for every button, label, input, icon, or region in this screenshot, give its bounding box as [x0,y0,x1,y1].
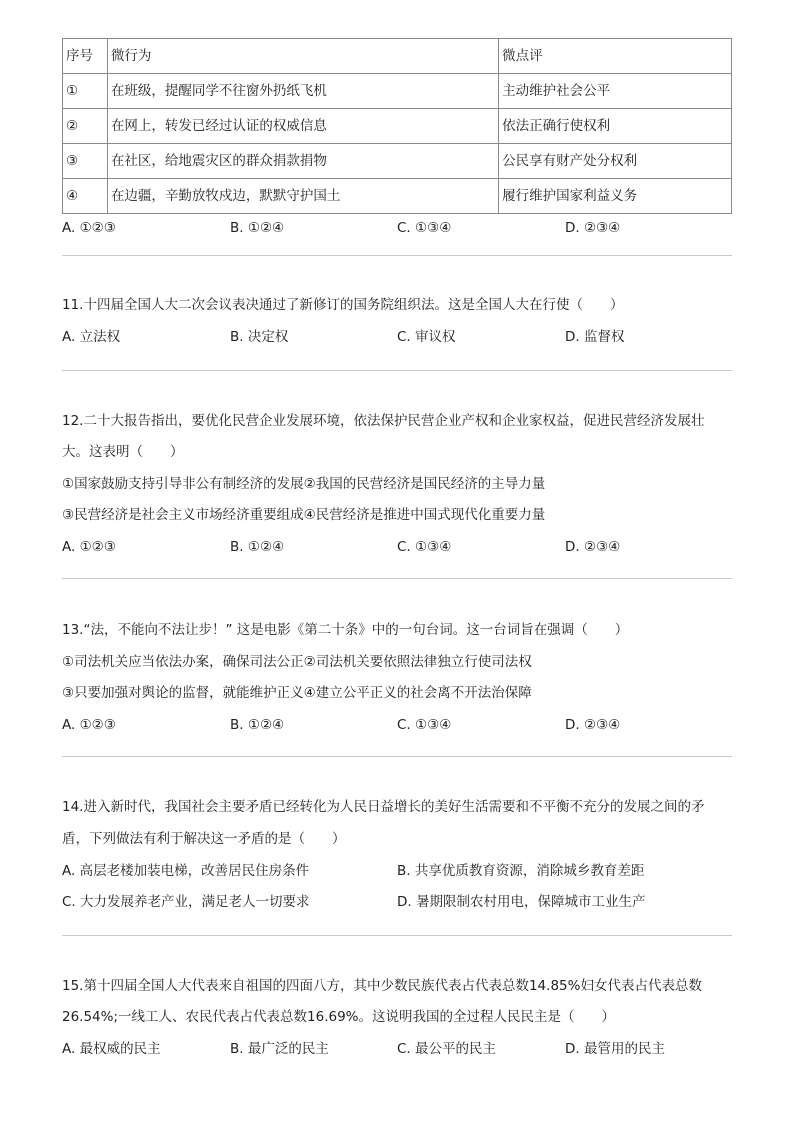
q13-option-d[interactable]: D. ②③④ [565,717,621,733]
q15-option-a[interactable]: A. 最权威的民主 [62,1041,161,1057]
q11-option-d[interactable]: D. 监督权 [565,329,625,345]
q12-option-a[interactable]: A. ①②③ [62,539,116,555]
table-header-cell: 序号 [63,39,108,74]
question-divider [62,935,732,936]
q13-stem: 13.“法，不能向不法让步！” 这是电影《第二十条》中的一句台词。这一台词旨在强调（ ） [62,622,629,638]
q13-options [62,714,732,736]
question-divider [62,370,732,371]
q13-option-b[interactable]: B. ①②④ [230,717,285,733]
q14-option-d[interactable]: D. 暑期限制农村用电，保障城市工业生产 [397,894,646,910]
q13-option-c[interactable]: C. ①③④ [397,717,452,733]
table-cell: 依法正确行使权利 [499,109,732,144]
q12-options [62,536,732,558]
behavior-table [62,38,732,214]
q12-stem-line1: 12.二十大报告指出，要优化民营企业发展环境，依法保护民营企业产权和企业家权益，促进民营经济发展壮 [62,413,705,429]
table-row [63,109,732,144]
table-cell: 在社区，给地震灾区的群众捐款捐物 [107,144,498,179]
q10-option-d[interactable]: D. ②③④ [565,220,621,236]
q14-options-row2 [62,891,732,913]
table-header-cell: 微行为 [107,39,498,74]
table-cell: ③ [63,144,108,179]
q15-stem-line1: 15.第十四届全国人大代表来自祖国的四面八方，其中少数民族代表占代表总数14.85%妇女代表占代表总数 [62,978,702,994]
table-cell: 在网上，转发已经过认证的权威信息 [107,109,498,144]
q10-options [62,217,732,239]
question-divider [62,756,732,757]
q11-option-c[interactable]: C. 审议权 [397,329,456,345]
table-cell: ② [63,109,108,144]
q11-option-a[interactable]: A. 立法权 [62,329,121,345]
q12-statement-line2: ③民营经济是社会主义市场经济重要组成④民营经济是推进中国式现代化重要力量 [62,507,546,523]
q10-option-b[interactable]: B. ①②④ [230,220,285,236]
q14-options-row1 [62,860,732,882]
q12-statement-line1: ①国家鼓励支持引导非公有制经济的发展②我国的民营经济是国民经济的主导力量 [62,476,546,492]
q13-option-a[interactable]: A. ①②③ [62,717,116,733]
q13-statement-line2: ③只要加强对舆论的监督，就能维护正义④建立公平正义的社会离不开法治保障 [62,685,532,701]
question-divider [62,578,732,579]
table-row [63,144,732,179]
q10-option-a[interactable]: A. ①②③ [62,220,116,236]
q14-option-a[interactable]: A. 高层老楼加装电梯，改善居民住房条件 [62,863,310,879]
q15-stem-line2: 26.54%;一线工人、农民代表占代表总数16.69%。这说明我国的全过程人民民主是（ ） [62,1009,615,1025]
table-header-row [63,39,732,74]
table-row [63,74,732,109]
q14-option-c[interactable]: C. 大力发展养老产业，满足老人一切要求 [62,894,310,910]
table-header-cell: 微点评 [499,39,732,74]
q12-option-b[interactable]: B. ①②④ [230,539,285,555]
table-cell: 履行维护国家利益义务 [499,179,732,214]
q11-options [62,326,732,348]
table-cell: ① [63,74,108,109]
q13-statement-line1: ①司法机关应当依法办案，确保司法公正②司法机关要依照法律独立行使司法权 [62,654,532,670]
q12-stem-line2: 大。这表明（ ） [62,444,184,460]
q15-option-b[interactable]: B. 最广泛的民主 [230,1041,329,1057]
q11-stem: 11.十四届全国人大二次会议表决通过了新修订的国务院组织法。这是全国人大在行使（ ） [62,297,624,313]
q10-option-c[interactable]: C. ①③④ [397,220,452,236]
q15-option-d[interactable]: D. 最管用的民主 [565,1041,665,1057]
table-row [63,179,732,214]
q14-stem-line2: 盾，下列做法有利于解决这一矛盾的是（ ） [62,831,346,847]
q15-option-c[interactable]: C. 最公平的民主 [397,1041,497,1057]
q12-option-d[interactable]: D. ②③④ [565,539,621,555]
table-cell: 主动维护社会公平 [499,74,732,109]
q15-options [62,1038,732,1060]
table-cell: ④ [63,179,108,214]
table-cell: 在边疆，辛勤放牧戍边，默默守护国土 [107,179,498,214]
table-cell: 公民享有财产处分权利 [499,144,732,179]
q14-option-b[interactable]: B. 共享优质教育资源，消除城乡教育差距 [397,863,645,879]
table-cell: 在班级，提醒同学不往窗外扔纸飞机 [107,74,498,109]
question-divider [62,255,732,256]
q11-option-b[interactable]: B. 决定权 [230,329,289,345]
q14-stem-line1: 14.进入新时代，我国社会主要矛盾已经转化为人民日益增长的美好生活需要和不平衡不充分的发展之间的矛 [62,799,705,815]
q12-option-c[interactable]: C. ①③④ [397,539,452,555]
